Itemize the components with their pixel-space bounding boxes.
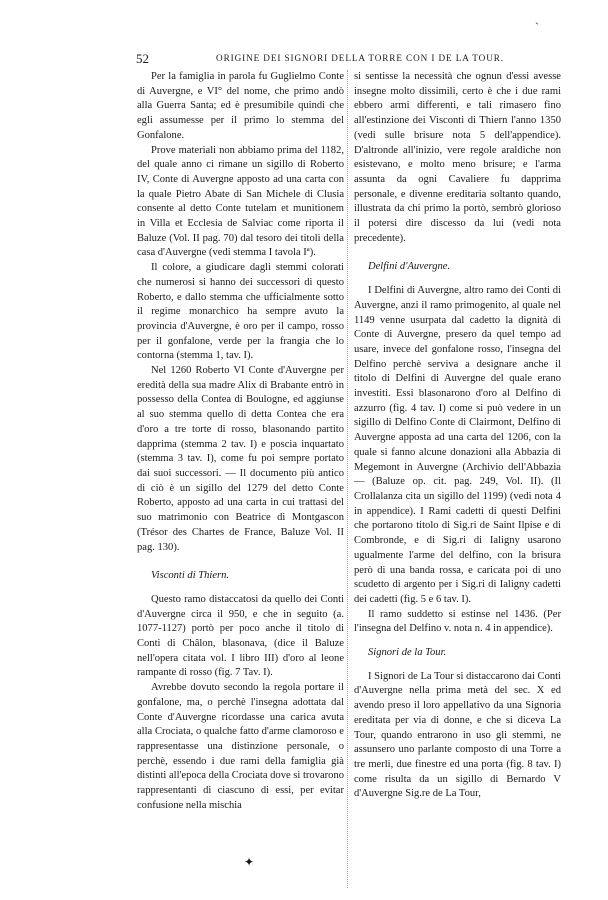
- paragraph: I Signori de La Tour si distaccarono dai Conti d'Auvergne nella prima metà del sec. X ed avendo preso il loro appellativo da una Signoria ereditata per via di donne, e che si diceva La Tour, quando entrarono in uso gli stemmi, ne assunsero uno parlante composto di una Torre a tre merli, due finestre ed una porta (fig. 8 tav. I) come risulta da un sigillo di Bernardo V d'Auvergne Sig.re de La Tour,: [354, 670, 561, 800]
- paragraph: Prove materiali non abbiamo prima del 1182, del quale anno ci rimane un sigillo di Roberto IV, Conte di Auvergne apposto ad una carta con la quale Pietro Abate di San Michele di Clusia consente al detto Conte tutelam et munitionem in Villa et Ecclesia de Salviac come riporta il Baluze (Vol. II pag. 70) dal tesoro dei titoli della casa d'Auvergne (vedi stemma I tavola Iª).: [137, 144, 344, 259]
- section-heading: Signori de la Tour.: [368, 647, 447, 659]
- paragraph: Nel 1260 Roberto VI Conte d'Auvergne per eredità della sua madre Alix di Brabante entrò in possesso della Contea di Boulogne, ed aggiunse al suo stemma quello di detta Contea che era d'oro a tre torte di rosso, blasonando partito dapprima (stemma 2 tav. I) e poscia inquartato (stemma 3 tav. I), come fu poi sempre portato dai suoi successori. — Il documento più antico di ciò è un sigillo del 1279 del detto Conte Roberto, apposto ad una carta in cui trattasi del suo matrimonio con Beatrice di Montgascon (Trésor des Chartes de France, Baluze Vol. II pag. 130).: [137, 365, 344, 553]
- paragraph: Il ramo suddetto si estinse nel 1436. (Per l'insegna del Delfino v. nota n. 4 in appendice).: [354, 608, 561, 635]
- running-title: ORIGINE DEI SIGNORI DELLA TORRE CON I DE LA TOUR.: [216, 53, 504, 63]
- page-header: [136, 51, 556, 67]
- column-divider: [347, 70, 349, 888]
- right-column: [354, 70, 561, 890]
- printer-ornament: ✦: [244, 855, 255, 869]
- section-heading: Delfini d'Auvergne.: [368, 261, 451, 273]
- paragraph: si sentisse la necessità che ognun d'essi avesse insegne molto dissimili, certo è che i due rami ebbero armi differenti, e tali rimasero fino all'estinzione dei Visconti di Thiern l'anno 1350 (vedi sulle brisure nota 5 dell'appendice). D'altronde all'inizio, vere regole araldiche non esistevano, e molto meno brisure; e l'arma assunta da ogni Cavaliere fu dapprima personale, e divenne ereditaria soltanto quando, illustrata da chi primo la portò, sembrò glorioso il potersi dire discesso da lui (vedi nota precedente).: [354, 71, 561, 244]
- left-column: [137, 70, 344, 890]
- paragraph: Per la famiglia in parola fu Guglielmo Conte di Auvergne, e VI° del nome, che primo andò alla Guerra Santa; ed è presumibile quindi che egli assumesse per il primo lo stemma del Gonfalone.: [137, 71, 344, 141]
- paragraph: I Delfini di Auvergne, altro ramo dei Conti di Auvergne, anzi il ramo primogenito, al quale nel 1149 venne usurpata dal cadetto la dignità di Conte di Auvergne, presero da quel tempo ad usare, invece del gonfalone rosso, l'insegna del Delfino perchè serviva a designare anche il titolo di Delfini di Auvergne del quale erano investiti. Essi blasonarono d'oro al Delfino di azzurro (fig. 4 tav. I) come si può vedere in un sigillo di Delfino Conte di Clairmont, Delfino di Auvergne apposta ad una carta del 1206, con la quale si fanno alcune donazioni alla Abbazia di Megemont in Auvergne (Archivio dell'Abbazia — (Baluze op. cit. pag. 249, Vol. II). (Il Crollalanza cita un sigillo del 1199) (vedi nota 4 in appendice). I Rami cadetti di questi Delfini che portarono titolo di Sig.ri de Saint Ilpise e di Combronde, e di Sig.ri di Ialigny usarono ugualmente l'arme del delfino, con la brisura però di una banda rossa, e caricata poi di uno scudetto di argento per i Sig.ri di Ialigny cadetti dei cadetti (fig. 5 e 6 tav. I).: [354, 285, 561, 605]
- page-number: 52: [136, 51, 149, 66]
- paragraph: Il colore, a giudicare dagli stemmi colorati che numerosi si hanno dei successori di questo Roberto, e dallo stemma che ufficialmente sotto il regime monarchico ha sempre avuto la provincia d'Auvergne, è oro per il campo, rosso per il gonfalone, verde per la frangia che lo contorna (stemma 1, tav. I).: [137, 262, 344, 362]
- section-heading: Visconti di Thiern.: [151, 570, 230, 582]
- paragraph: Avrebbe dovuto secondo la regola portare il gonfalone, ma, o perchè l'insegna adottata dal Conte d'Auvergne ricordasse una carica avuta alla Crociata, o qualche fatto d'arme clamoroso e rappresentasse una distinzione personale, o perchè, essendo i due rami della famiglia già distinti all'epoca della Crociata dove si trovarono rappresentanti di ciascuno di essi, per evitar confusione nella mischia: [137, 682, 344, 811]
- margin-mark: ˋ: [535, 20, 539, 34]
- paragraph: Questo ramo distaccatosi da quello dei Conti d'Auvergne circa il 950, e che in seguito (a. 1077-1127) portò per poco anche il titolo di Conti di Châlon, blasonava, (dice il Baluze nell'opera citata vol. I libro III) d'oro al leone rampante di rosso (fig. 7 Tav. I).: [137, 593, 344, 679]
